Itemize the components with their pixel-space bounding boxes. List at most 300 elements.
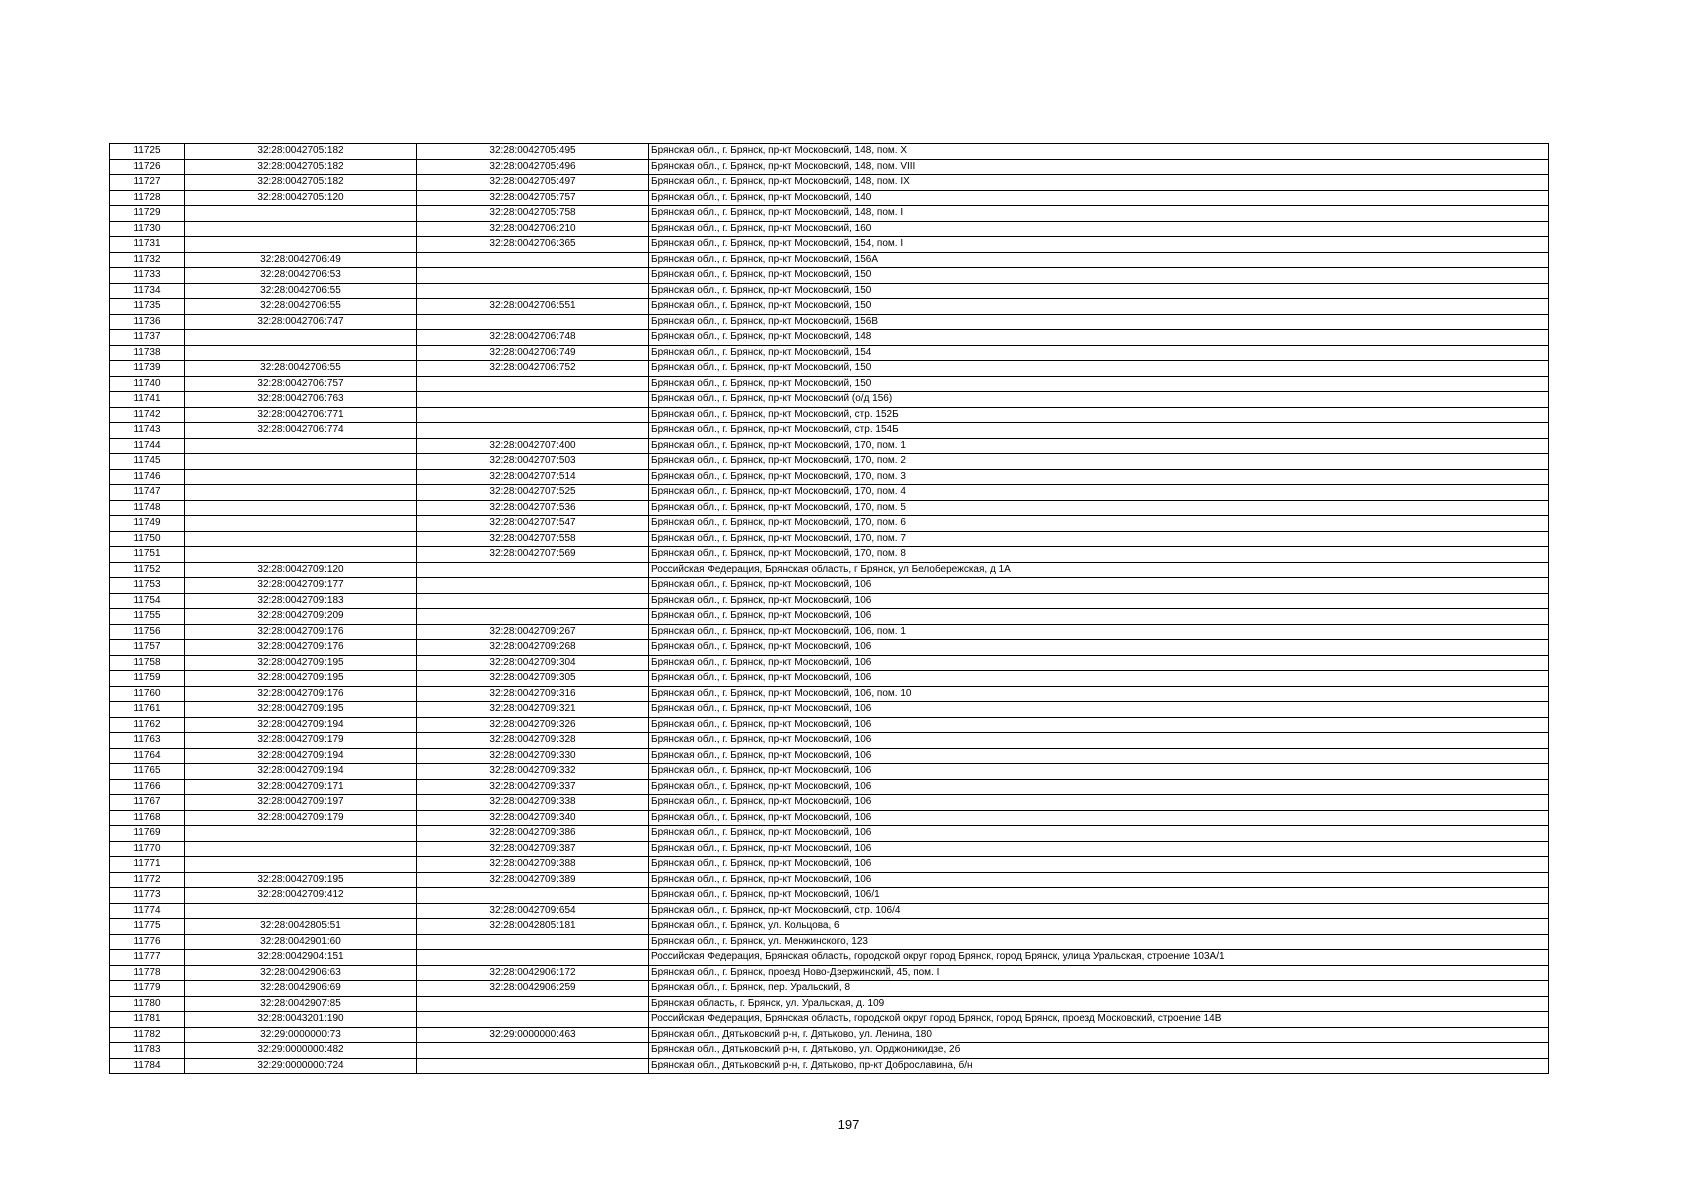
row-number-cell: 11783: [110, 1043, 185, 1059]
row-number-cell: 11743: [110, 423, 185, 439]
table-row: [110, 345, 1549, 361]
address-cell: Брянская обл., г. Брянск, пр-кт Московский, 106: [649, 640, 1549, 656]
table-row: [110, 810, 1549, 826]
row-number-cell: 11756: [110, 624, 185, 640]
table-row: [110, 1058, 1549, 1074]
address-cell: Брянская обл., г. Брянск, пр-кт Московский, стр. 106/4: [649, 903, 1549, 919]
address-cell: Брянская обл., г. Брянск, пр-кт Московский, 148, пом. VIII: [649, 159, 1549, 175]
object-cadastral-number-cell: 32:28:0042705:496: [417, 159, 649, 175]
parcel-cadastral-number-cell: 32:28:0042709:120: [185, 562, 417, 578]
address-cell: Брянская обл., г. Брянск, пр-кт Московский, 148, пом. IX: [649, 175, 1549, 191]
table-row: [110, 562, 1549, 578]
object-cadastral-number-cell: 32:28:0042709:330: [417, 748, 649, 764]
object-cadastral-number-cell: 32:28:0042706:551: [417, 299, 649, 315]
object-cadastral-number-cell: 32:28:0042705:495: [417, 144, 649, 160]
object-cadastral-number-cell: 32:28:0042709:305: [417, 671, 649, 687]
address-cell: Брянская обл., г. Брянск, пр-кт Московский, 106: [649, 671, 1549, 687]
row-number-cell: 11745: [110, 454, 185, 470]
table-row: [110, 903, 1549, 919]
parcel-cadastral-number-cell: 32:28:0042706:49: [185, 252, 417, 268]
parcel-cadastral-number-cell: 32:28:0042706:757: [185, 376, 417, 392]
address-cell: Брянская обл., г. Брянск, пр-кт Московский (о/д 156): [649, 392, 1549, 408]
row-number-cell: 11726: [110, 159, 185, 175]
object-cadastral-number-cell: [417, 423, 649, 439]
parcel-cadastral-number-cell: [185, 469, 417, 485]
object-cadastral-number-cell: 32:28:0042705:497: [417, 175, 649, 191]
table-row: [110, 686, 1549, 702]
parcel-cadastral-number-cell: 32:28:0042706:774: [185, 423, 417, 439]
table-row: [110, 299, 1549, 315]
address-cell: Брянская обл., г. Брянск, пр-кт Московский, 106: [649, 779, 1549, 795]
object-cadastral-number-cell: 32:28:0042707:400: [417, 438, 649, 454]
address-cell: Брянская обл., г. Брянск, пр-кт Московский, 140: [649, 190, 1549, 206]
table-row: [110, 1027, 1549, 1043]
address-cell: Брянская обл., г. Брянск, пр-кт Московский, 106: [649, 748, 1549, 764]
table-row: [110, 190, 1549, 206]
table-row: [110, 1043, 1549, 1059]
row-number-cell: 11734: [110, 283, 185, 299]
address-cell: Брянская обл., г. Брянск, пр-кт Московский, 148: [649, 330, 1549, 346]
object-cadastral-number-cell: 32:28:0042709:321: [417, 702, 649, 718]
object-cadastral-number-cell: [417, 376, 649, 392]
object-cadastral-number-cell: 32:28:0042906:172: [417, 965, 649, 981]
table-row: [110, 268, 1549, 284]
address-cell: Брянская обл., г. Брянск, пр-кт Московский, 160: [649, 221, 1549, 237]
row-number-cell: 11757: [110, 640, 185, 656]
parcel-cadastral-number-cell: 32:29:0000000:482: [185, 1043, 417, 1059]
row-number-cell: 11776: [110, 934, 185, 950]
row-number-cell: 11732: [110, 252, 185, 268]
row-number-cell: 11733: [110, 268, 185, 284]
address-cell: Брянская обл., г. Брянск, пр-кт Московский, 156В: [649, 314, 1549, 330]
table-row: [110, 283, 1549, 299]
row-number-cell: 11782: [110, 1027, 185, 1043]
parcel-cadastral-number-cell: 32:28:0042904:151: [185, 950, 417, 966]
row-number-cell: 11768: [110, 810, 185, 826]
address-cell: Брянская обл., г. Брянск, пр-кт Московский, 150: [649, 283, 1549, 299]
parcel-cadastral-number-cell: 32:28:0042709:183: [185, 593, 417, 609]
row-number-cell: 11780: [110, 996, 185, 1012]
page-number: 197: [837, 1117, 860, 1132]
row-number-cell: 11742: [110, 407, 185, 423]
address-cell: Брянская обл., г. Брянск, пр-кт Московский, 106: [649, 810, 1549, 826]
parcel-cadastral-number-cell: [185, 857, 417, 873]
row-number-cell: 11765: [110, 764, 185, 780]
object-cadastral-number-cell: 32:28:0042709:316: [417, 686, 649, 702]
table-row: [110, 888, 1549, 904]
parcel-cadastral-number-cell: [185, 454, 417, 470]
object-cadastral-number-cell: [417, 268, 649, 284]
table-row: [110, 469, 1549, 485]
row-number-cell: 11725: [110, 144, 185, 160]
parcel-cadastral-number-cell: [185, 903, 417, 919]
table-row: [110, 702, 1549, 718]
table-row: [110, 764, 1549, 780]
object-cadastral-number-cell: 32:28:0042709:338: [417, 795, 649, 811]
row-number-cell: 11729: [110, 206, 185, 222]
object-cadastral-number-cell: 32:28:0042709:386: [417, 826, 649, 842]
object-cadastral-number-cell: [417, 1058, 649, 1074]
address-cell: Брянская обл., г. Брянск, пр-кт Московский, 106: [649, 655, 1549, 671]
table-row: [110, 655, 1549, 671]
row-number-cell: 11778: [110, 965, 185, 981]
row-number-cell: 11738: [110, 345, 185, 361]
row-number-cell: 11762: [110, 717, 185, 733]
table-row: [110, 175, 1549, 191]
table-row: [110, 609, 1549, 625]
row-number-cell: 11744: [110, 438, 185, 454]
parcel-cadastral-number-cell: [185, 500, 417, 516]
row-number-cell: 11736: [110, 314, 185, 330]
object-cadastral-number-cell: [417, 578, 649, 594]
parcel-cadastral-number-cell: [185, 516, 417, 532]
parcel-cadastral-number-cell: 32:28:0042709:412: [185, 888, 417, 904]
parcel-cadastral-number-cell: 32:28:0042709:195: [185, 872, 417, 888]
row-number-cell: 11763: [110, 733, 185, 749]
address-cell: Брянская обл., г. Брянск, пр-кт Московский, 170, пом. 7: [649, 531, 1549, 547]
parcel-cadastral-number-cell: 32:28:0042706:771: [185, 407, 417, 423]
object-cadastral-number-cell: [417, 888, 649, 904]
address-cell: Брянская обл., г. Брянск, пр-кт Московский, 106: [649, 733, 1549, 749]
table-row: [110, 733, 1549, 749]
parcel-cadastral-number-cell: 32:28:0042906:63: [185, 965, 417, 981]
table-row: [110, 361, 1549, 377]
row-number-cell: 11772: [110, 872, 185, 888]
address-cell: Брянская обл., г. Брянск, пр-кт Московский, 150: [649, 361, 1549, 377]
address-cell: Брянская обл., г. Брянск, пр-кт Московский, 154, пом. I: [649, 237, 1549, 253]
table-row: [110, 919, 1549, 935]
table-row: [110, 485, 1549, 501]
parcel-cadastral-number-cell: 32:28:0042709:209: [185, 609, 417, 625]
parcel-cadastral-number-cell: 32:29:0000000:73: [185, 1027, 417, 1043]
registry-table-body: [110, 144, 1549, 1074]
address-cell: Брянская обл., Дятьковский р-н, г. Дятьково, ул. Орджоникидзе, 2б: [649, 1043, 1549, 1059]
object-cadastral-number-cell: [417, 996, 649, 1012]
table-row: [110, 376, 1549, 392]
row-number-cell: 11735: [110, 299, 185, 315]
table-row: [110, 454, 1549, 470]
table-row: [110, 547, 1549, 563]
table-row: [110, 531, 1549, 547]
address-cell: Брянская обл., г. Брянск, пер. Уральский, 8: [649, 981, 1549, 997]
parcel-cadastral-number-cell: 32:28:0042709:194: [185, 717, 417, 733]
parcel-cadastral-number-cell: 32:28:0042706:53: [185, 268, 417, 284]
address-cell: Брянская обл., г. Брянск, пр-кт Московский, 106: [649, 702, 1549, 718]
registry-table: [109, 143, 1549, 1074]
parcel-cadastral-number-cell: 32:28:0042907:85: [185, 996, 417, 1012]
parcel-cadastral-number-cell: 32:28:0042706:747: [185, 314, 417, 330]
object-cadastral-number-cell: 32:28:0042709:387: [417, 841, 649, 857]
parcel-cadastral-number-cell: [185, 547, 417, 563]
object-cadastral-number-cell: 32:28:0042707:525: [417, 485, 649, 501]
table-row: [110, 717, 1549, 733]
table-row: [110, 779, 1549, 795]
row-number-cell: 11761: [110, 702, 185, 718]
table-row: [110, 438, 1549, 454]
address-cell: Брянская обл., г. Брянск, пр-кт Московский, 150: [649, 268, 1549, 284]
row-number-cell: 11740: [110, 376, 185, 392]
object-cadastral-number-cell: 32:29:0000000:463: [417, 1027, 649, 1043]
table-row: [110, 407, 1549, 423]
parcel-cadastral-number-cell: 32:28:0042906:69: [185, 981, 417, 997]
object-cadastral-number-cell: 32:28:0042709:268: [417, 640, 649, 656]
address-cell: Брянская область, г. Брянск, ул. Уральская, д. 109: [649, 996, 1549, 1012]
parcel-cadastral-number-cell: [185, 237, 417, 253]
parcel-cadastral-number-cell: [185, 330, 417, 346]
object-cadastral-number-cell: [417, 950, 649, 966]
object-cadastral-number-cell: 32:28:0042705:757: [417, 190, 649, 206]
address-cell: Брянская обл., г. Брянск, пр-кт Московский, 150: [649, 376, 1549, 392]
row-number-cell: 11779: [110, 981, 185, 997]
object-cadastral-number-cell: [417, 314, 649, 330]
parcel-cadastral-number-cell: 32:28:0042709:179: [185, 733, 417, 749]
table-row: [110, 841, 1549, 857]
address-cell: Брянская обл., г. Брянск, пр-кт Московский, 106: [649, 593, 1549, 609]
table-row: [110, 159, 1549, 175]
parcel-cadastral-number-cell: 32:28:0042709:176: [185, 624, 417, 640]
object-cadastral-number-cell: 32:28:0042709:267: [417, 624, 649, 640]
address-cell: Брянская обл., г. Брянск, ул. Менжинского, 123: [649, 934, 1549, 950]
row-number-cell: 11751: [110, 547, 185, 563]
address-cell: Российская Федерация, Брянская область, городской округ город Брянск, город Брянск, улица Уральская, строение 103А/1: [649, 950, 1549, 966]
address-cell: Брянская обл., г. Брянск, пр-кт Московский, 150: [649, 299, 1549, 315]
row-number-cell: 11753: [110, 578, 185, 594]
address-cell: Брянская обл., г. Брянск, пр-кт Московский, 106: [649, 857, 1549, 873]
row-number-cell: 11731: [110, 237, 185, 253]
table-row: [110, 516, 1549, 532]
object-cadastral-number-cell: 32:28:0042707:514: [417, 469, 649, 485]
address-cell: Брянская обл., г. Брянск, пр-кт Московский, 106: [649, 795, 1549, 811]
table-row: [110, 221, 1549, 237]
parcel-cadastral-number-cell: [185, 841, 417, 857]
object-cadastral-number-cell: 32:28:0042707:503: [417, 454, 649, 470]
row-number-cell: 11769: [110, 826, 185, 842]
parcel-cadastral-number-cell: 32:28:0042705:182: [185, 175, 417, 191]
object-cadastral-number-cell: 32:28:0042709:654: [417, 903, 649, 919]
address-cell: Брянская обл., г. Брянск, пр-кт Московский, 170, пом. 8: [649, 547, 1549, 563]
row-number-cell: 11758: [110, 655, 185, 671]
object-cadastral-number-cell: 32:28:0042709:389: [417, 872, 649, 888]
row-number-cell: 11750: [110, 531, 185, 547]
row-number-cell: 11741: [110, 392, 185, 408]
object-cadastral-number-cell: [417, 283, 649, 299]
table-row: [110, 981, 1549, 997]
table-row: [110, 500, 1549, 516]
address-cell: Брянская обл., г. Брянск, пр-кт Московский, 106: [649, 764, 1549, 780]
row-number-cell: 11784: [110, 1058, 185, 1074]
address-cell: Брянская обл., г. Брянск, пр-кт Московский, 154: [649, 345, 1549, 361]
address-cell: Брянская обл., г. Брянск, пр-кт Московский, 170, пом. 6: [649, 516, 1549, 532]
parcel-cadastral-number-cell: 32:28:0042709:177: [185, 578, 417, 594]
table-row: [110, 872, 1549, 888]
parcel-cadastral-number-cell: 32:28:0042709:176: [185, 686, 417, 702]
row-number-cell: 11764: [110, 748, 185, 764]
table-row: [110, 593, 1549, 609]
address-cell: Брянская обл., г. Брянск, пр-кт Московский, 156А: [649, 252, 1549, 268]
row-number-cell: 11777: [110, 950, 185, 966]
address-cell: Брянская обл., г. Брянск, пр-кт Московский, 106: [649, 841, 1549, 857]
parcel-cadastral-number-cell: 32:28:0042705:182: [185, 159, 417, 175]
row-number-cell: 11754: [110, 593, 185, 609]
row-number-cell: 11770: [110, 841, 185, 857]
parcel-cadastral-number-cell: [185, 206, 417, 222]
table-row: [110, 950, 1549, 966]
parcel-cadastral-number-cell: 32:28:0042709:171: [185, 779, 417, 795]
row-number-cell: 11727: [110, 175, 185, 191]
address-cell: Брянская обл., Дятьковский р-н, г. Дятьково, пр-кт Доброславина, б/н: [649, 1058, 1549, 1074]
object-cadastral-number-cell: 32:28:0042706:752: [417, 361, 649, 377]
address-cell: Брянская обл., г. Брянск, пр-кт Московский, 106: [649, 872, 1549, 888]
parcel-cadastral-number-cell: [185, 438, 417, 454]
row-number-cell: 11760: [110, 686, 185, 702]
object-cadastral-number-cell: 32:28:0042805:181: [417, 919, 649, 935]
address-cell: Брянская обл., г. Брянск, пр-кт Московский, 106, пом. 1: [649, 624, 1549, 640]
address-cell: Российская Федерация, Брянская область, городской округ город Брянск, город Брянск, проезд Московский, строение 14В: [649, 1012, 1549, 1028]
parcel-cadastral-number-cell: 32:28:0042706:55: [185, 299, 417, 315]
row-number-cell: 11781: [110, 1012, 185, 1028]
object-cadastral-number-cell: [417, 934, 649, 950]
object-cadastral-number-cell: 32:28:0042705:758: [417, 206, 649, 222]
object-cadastral-number-cell: [417, 1043, 649, 1059]
table-row: [110, 252, 1549, 268]
address-cell: Брянская обл., г. Брянск, пр-кт Московский, 170, пом. 4: [649, 485, 1549, 501]
table-row: [110, 330, 1549, 346]
parcel-cadastral-number-cell: 32:28:0042706:55: [185, 283, 417, 299]
parcel-cadastral-number-cell: [185, 221, 417, 237]
address-cell: Брянская обл., г. Брянск, пр-кт Московский, 148, пом. X: [649, 144, 1549, 160]
object-cadastral-number-cell: [417, 392, 649, 408]
object-cadastral-number-cell: 32:28:0042709:337: [417, 779, 649, 795]
table-row: [110, 392, 1549, 408]
address-cell: Брянская обл., г. Брянск, пр-кт Московский, 148, пом. I: [649, 206, 1549, 222]
parcel-cadastral-number-cell: [185, 485, 417, 501]
object-cadastral-number-cell: 32:28:0042906:259: [417, 981, 649, 997]
row-number-cell: 11749: [110, 516, 185, 532]
table-row: [110, 578, 1549, 594]
object-cadastral-number-cell: 32:28:0042706:365: [417, 237, 649, 253]
parcel-cadastral-number-cell: 32:28:0042709:194: [185, 764, 417, 780]
parcel-cadastral-number-cell: 32:28:0042709:195: [185, 671, 417, 687]
object-cadastral-number-cell: [417, 593, 649, 609]
table-row: [110, 965, 1549, 981]
address-cell: Брянская обл., г. Брянск, проезд Ново-Дзержинский, 45, пом. I: [649, 965, 1549, 981]
address-cell: Российская Федерация, Брянская область, г Брянск, ул Белобережская, д 1А: [649, 562, 1549, 578]
object-cadastral-number-cell: [417, 1012, 649, 1028]
parcel-cadastral-number-cell: 32:28:0042706:55: [185, 361, 417, 377]
table-row: [110, 826, 1549, 842]
object-cadastral-number-cell: [417, 609, 649, 625]
address-cell: Брянская обл., г. Брянск, пр-кт Московский, 170, пом. 1: [649, 438, 1549, 454]
address-cell: Брянская обл., г. Брянск, ул. Кольцова, 6: [649, 919, 1549, 935]
row-number-cell: 11752: [110, 562, 185, 578]
row-number-cell: 11737: [110, 330, 185, 346]
object-cadastral-number-cell: [417, 252, 649, 268]
object-cadastral-number-cell: 32:28:0042707:536: [417, 500, 649, 516]
object-cadastral-number-cell: 32:28:0042709:304: [417, 655, 649, 671]
parcel-cadastral-number-cell: 32:28:0042705:120: [185, 190, 417, 206]
object-cadastral-number-cell: 32:28:0042706:210: [417, 221, 649, 237]
row-number-cell: 11747: [110, 485, 185, 501]
object-cadastral-number-cell: 32:28:0042706:749: [417, 345, 649, 361]
address-cell: Брянская обл., г. Брянск, пр-кт Московский, 106: [649, 609, 1549, 625]
address-cell: Брянская обл., г. Брянск, пр-кт Московский, 106: [649, 717, 1549, 733]
row-number-cell: 11739: [110, 361, 185, 377]
parcel-cadastral-number-cell: [185, 345, 417, 361]
table-row: [110, 857, 1549, 873]
table-row: [110, 934, 1549, 950]
address-cell: Брянская обл., г. Брянск, пр-кт Московский, 170, пом. 5: [649, 500, 1549, 516]
registry-sheet: [109, 143, 1548, 1074]
address-cell: Брянская обл., г. Брянск, пр-кт Московский, 106: [649, 578, 1549, 594]
table-row: [110, 996, 1549, 1012]
row-number-cell: 11774: [110, 903, 185, 919]
object-cadastral-number-cell: 32:28:0042709:340: [417, 810, 649, 826]
row-number-cell: 11748: [110, 500, 185, 516]
table-row: [110, 314, 1549, 330]
table-row: [110, 237, 1549, 253]
address-cell: Брянская обл., г. Брянск, пр-кт Московский, 106/1: [649, 888, 1549, 904]
parcel-cadastral-number-cell: 32:28:0042901:60: [185, 934, 417, 950]
parcel-cadastral-number-cell: 32:28:0042706:763: [185, 392, 417, 408]
address-cell: Брянская обл., Дятьковский р-н, г. Дятьково, ул. Ленина, 180: [649, 1027, 1549, 1043]
parcel-cadastral-number-cell: [185, 531, 417, 547]
parcel-cadastral-number-cell: 32:28:0042709:176: [185, 640, 417, 656]
parcel-cadastral-number-cell: 32:28:0042709:197: [185, 795, 417, 811]
parcel-cadastral-number-cell: 32:28:0042709:195: [185, 655, 417, 671]
table-row: [110, 795, 1549, 811]
row-number-cell: 11730: [110, 221, 185, 237]
object-cadastral-number-cell: 32:28:0042707:569: [417, 547, 649, 563]
parcel-cadastral-number-cell: 32:28:0042709:194: [185, 748, 417, 764]
row-number-cell: 11759: [110, 671, 185, 687]
table-row: [110, 423, 1549, 439]
table-row: [110, 671, 1549, 687]
row-number-cell: 11775: [110, 919, 185, 935]
row-number-cell: 11746: [110, 469, 185, 485]
row-number-cell: 11755: [110, 609, 185, 625]
row-number-cell: 11728: [110, 190, 185, 206]
parcel-cadastral-number-cell: 32:28:0042705:182: [185, 144, 417, 160]
parcel-cadastral-number-cell: 32:29:0000000:724: [185, 1058, 417, 1074]
object-cadastral-number-cell: 32:28:0042709:328: [417, 733, 649, 749]
address-cell: Брянская обл., г. Брянск, пр-кт Московский, 106: [649, 826, 1549, 842]
object-cadastral-number-cell: 32:28:0042707:558: [417, 531, 649, 547]
object-cadastral-number-cell: 32:28:0042706:748: [417, 330, 649, 346]
table-row: [110, 144, 1549, 160]
parcel-cadastral-number-cell: 32:28:0042805:51: [185, 919, 417, 935]
row-number-cell: 11771: [110, 857, 185, 873]
address-cell: Брянская обл., г. Брянск, пр-кт Московский, 170, пом. 2: [649, 454, 1549, 470]
address-cell: Брянская обл., г. Брянск, пр-кт Московский, стр. 154Б: [649, 423, 1549, 439]
parcel-cadastral-number-cell: 32:28:0042709:195: [185, 702, 417, 718]
object-cadastral-number-cell: [417, 407, 649, 423]
address-cell: Брянская обл., г. Брянск, пр-кт Московский, 106, пом. 10: [649, 686, 1549, 702]
address-cell: Брянская обл., г. Брянск, пр-кт Московский, стр. 152Б: [649, 407, 1549, 423]
object-cadastral-number-cell: [417, 562, 649, 578]
parcel-cadastral-number-cell: 32:28:0042709:179: [185, 810, 417, 826]
object-cadastral-number-cell: 32:28:0042709:326: [417, 717, 649, 733]
table-row: [110, 748, 1549, 764]
object-cadastral-number-cell: 32:28:0042709:332: [417, 764, 649, 780]
address-cell: Брянская обл., г. Брянск, пр-кт Московский, 170, пом. 3: [649, 469, 1549, 485]
table-row: [110, 1012, 1549, 1028]
table-row: [110, 640, 1549, 656]
row-number-cell: 11766: [110, 779, 185, 795]
row-number-cell: 11773: [110, 888, 185, 904]
parcel-cadastral-number-cell: 32:28:0043201:190: [185, 1012, 417, 1028]
row-number-cell: 11767: [110, 795, 185, 811]
object-cadastral-number-cell: 32:28:0042707:547: [417, 516, 649, 532]
